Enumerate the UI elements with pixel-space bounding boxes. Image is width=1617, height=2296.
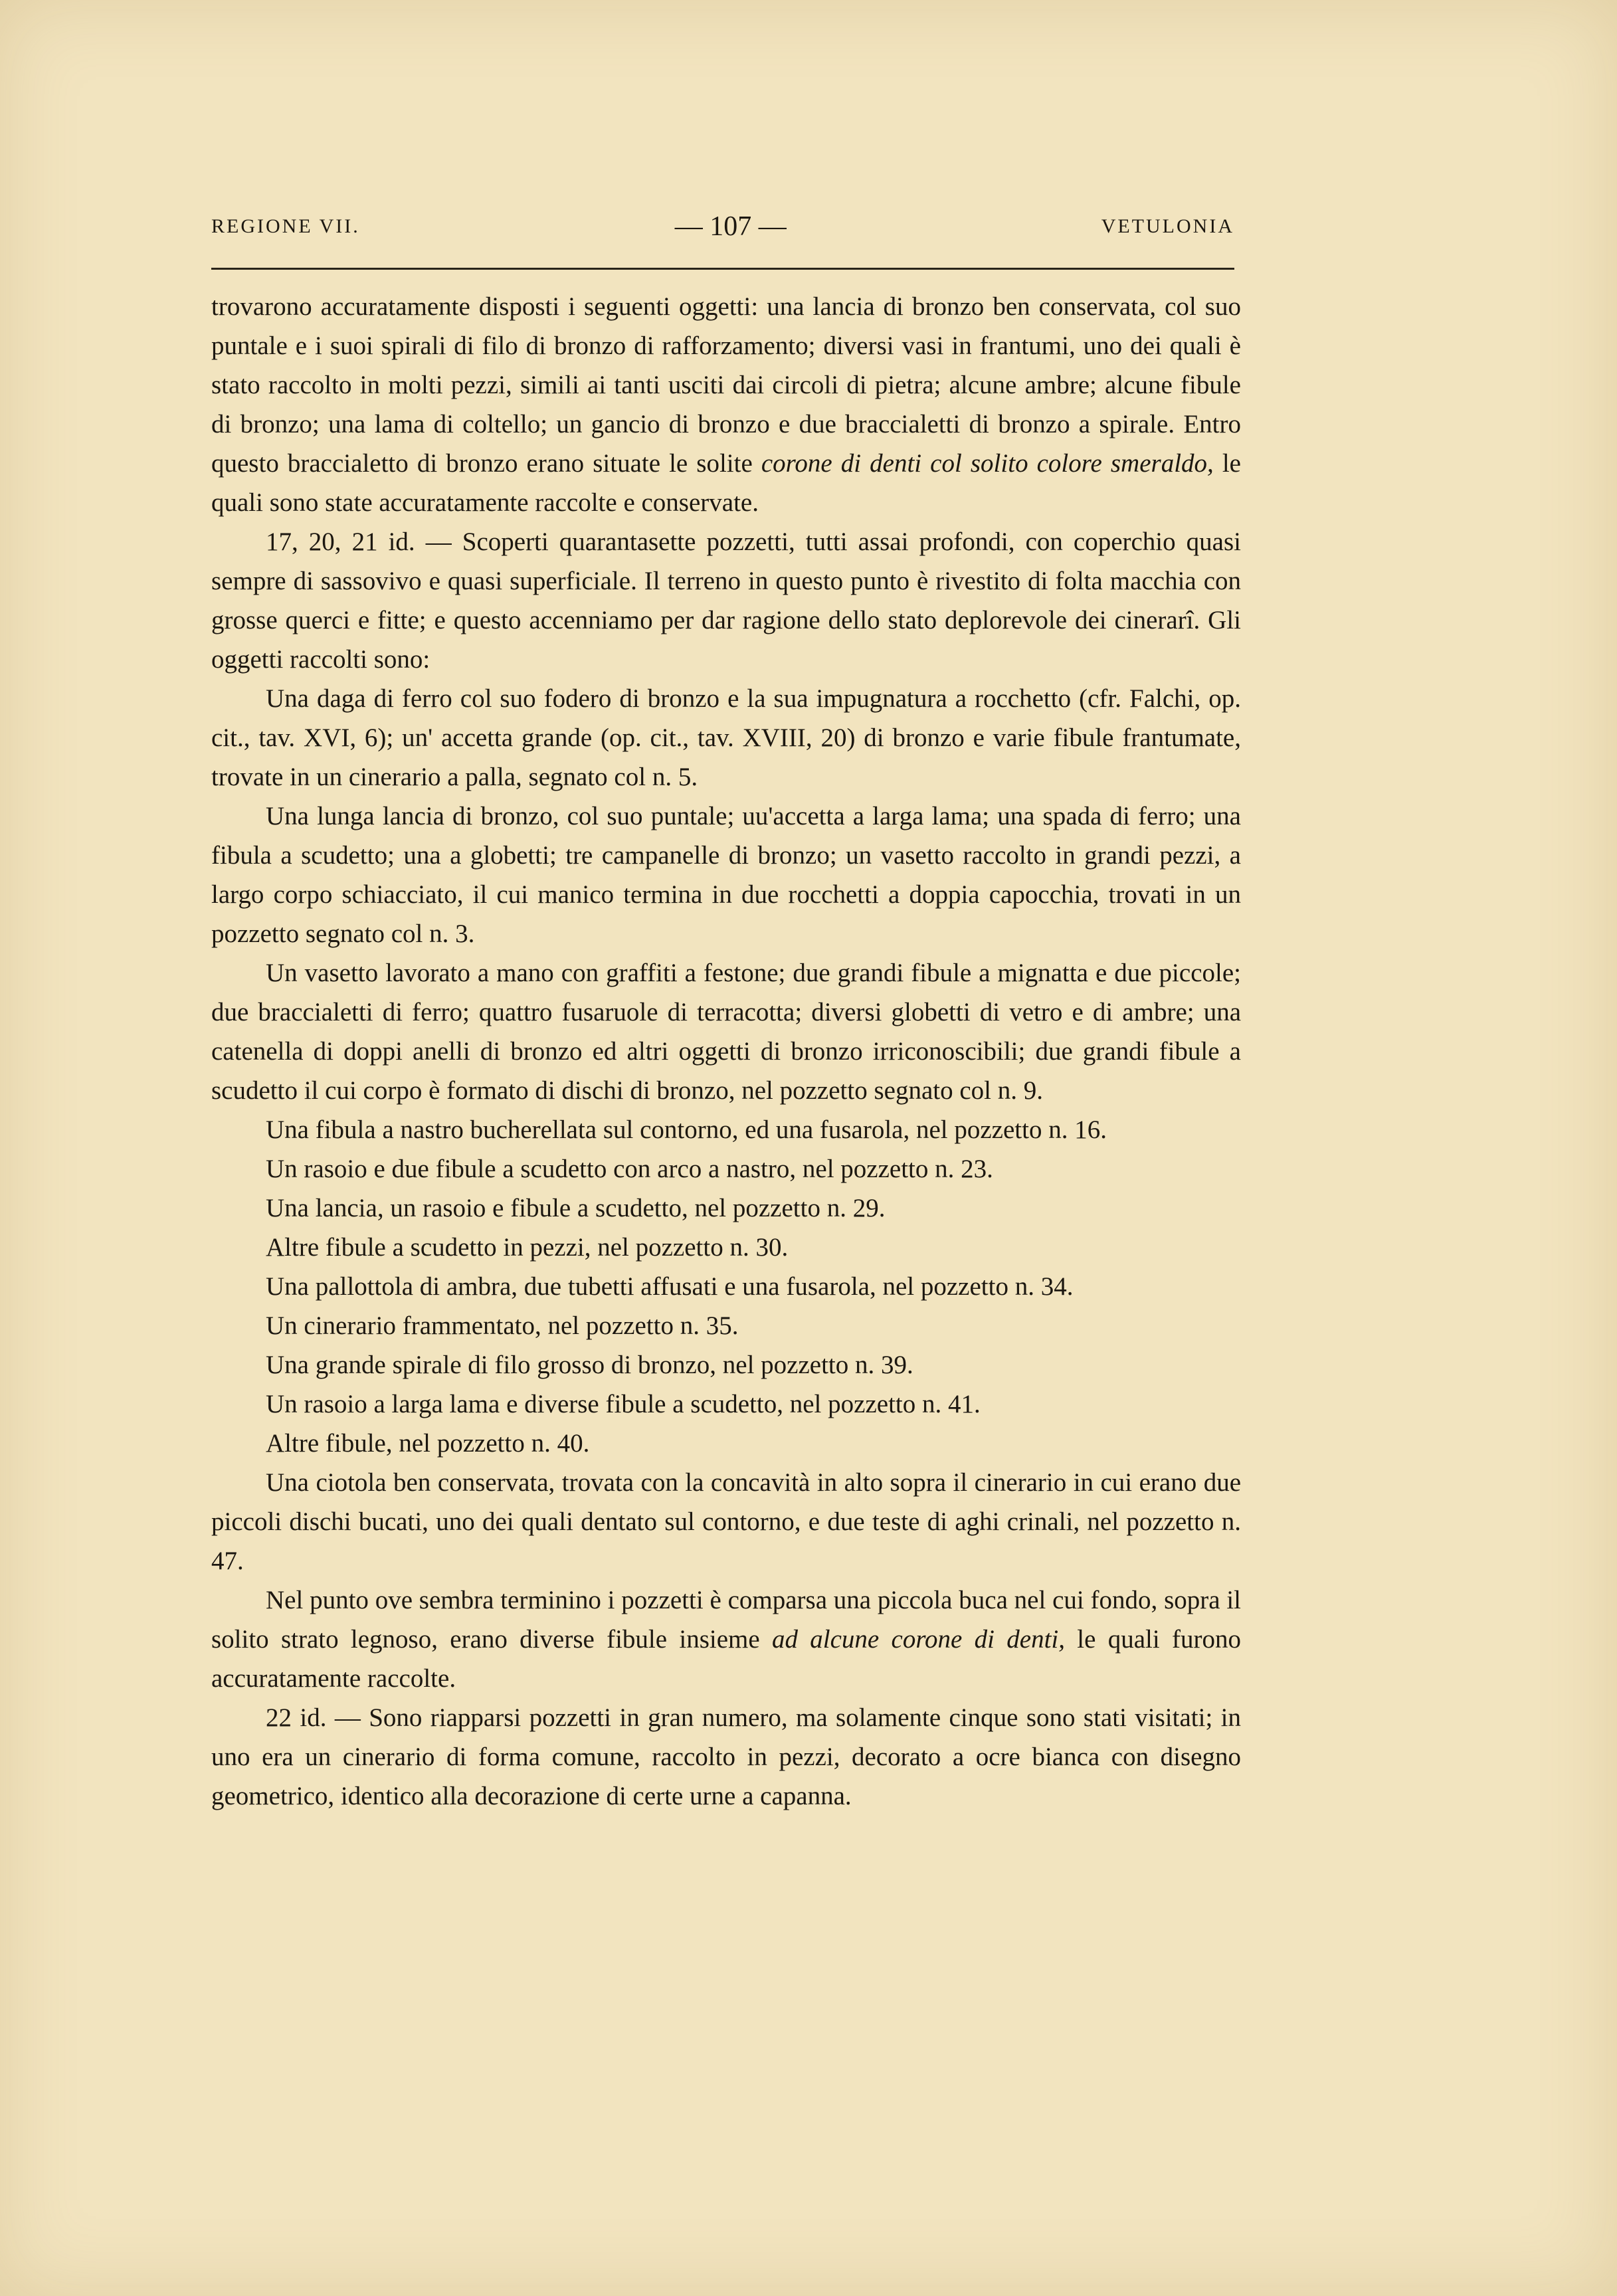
paragraph <box>211 287 1241 522</box>
text-run: Una daga di ferro col suo fodero di bronzo e la sua impugnatura a rocchetto (cfr. Falchi, op. cit., tav. XVI, 6); un' accetta grande (op. cit., tav. XVIII, 20) di bronzo e varie fibule frantumate, trovate in un cinerario a palla, segnato col n. 5. <box>211 684 1241 791</box>
header-site: VETULONIA <box>1101 215 1234 237</box>
text-run: Altre fibule, nel pozzetto n. 40. <box>266 1429 590 1458</box>
text-run: Una lancia, un rasoio e fibule a scudetto, nel pozzetto n. 29. <box>266 1194 886 1222</box>
paragraph <box>211 1463 1241 1580</box>
paragraph <box>211 1698 1241 1816</box>
paragraph <box>211 797 1241 953</box>
page-number: — 107 — <box>674 211 787 242</box>
text-run: le quali sono state accuratamente raccolte e conservate. <box>211 449 1241 517</box>
paragraph <box>211 1306 1241 1345</box>
paragraph <box>211 1580 1241 1698</box>
body-text <box>211 287 1241 1816</box>
paragraph <box>211 1424 1241 1463</box>
text-run: Una fibula a nastro bucherellata sul contorno, ed una fusarola, nel pozzetto n. 16. <box>266 1115 1107 1144</box>
paragraph <box>211 679 1241 797</box>
text-run: Altre fibule a scudetto in pezzi, nel pozzetto n. 30. <box>266 1233 789 1262</box>
paragraph <box>211 1345 1241 1385</box>
header-region: REGIONE VII. <box>211 215 360 237</box>
text-run: le quali furono accuratamente raccolte. <box>211 1625 1241 1693</box>
text-run: Un rasoio a larga lama e diverse fibule a scudetto, nel pozzetto n. 41. <box>266 1390 981 1418</box>
text-run: Nel punto ove sembra terminino i pozzetti è comparsa una piccola buca nel cui fondo, sopra il solito strato legnoso, erano diverse fibule insieme <box>211 1586 1241 1654</box>
italic-phrase: corone di denti col solito colore smeraldo, <box>761 449 1214 478</box>
header-rule <box>211 268 1234 270</box>
text-run: Una lunga lancia di bronzo, col suo puntale; uu'accetta a larga lama; una spada di ferro; una fibula a scudetto; una a globetti; tre campanelle di bronzo; un vasetto raccolto in grandi pezzi, a largo corpo schiacciato, il cui manico termina in due rocchetti a doppia capocchia, trovati in un pozzetto segnato col n. 3. <box>211 802 1241 948</box>
text-run: Un cinerario frammentato, nel pozzetto n. 35. <box>266 1311 739 1340</box>
paragraph <box>211 1110 1241 1149</box>
running-header <box>211 210 1234 243</box>
text-run: Una ciotola ben conservata, trovata con la concavità in alto sopra il cinerario in cui erano due piccoli dischi bucati, uno dei quali dentato sul contorno, e due teste di aghi crinali, nel pozzetto n. 47. <box>211 1468 1241 1575</box>
text-run: Un rasoio e due fibule a scudetto con arco a nastro, nel pozzetto n. 23. <box>266 1155 993 1183</box>
text-run: Una grande spirale di filo grosso di bronzo, nel pozzetto n. 39. <box>266 1351 913 1379</box>
paragraph <box>211 953 1241 1110</box>
italic-phrase: ad alcune corone di denti, <box>771 1625 1066 1654</box>
paragraph <box>211 1385 1241 1424</box>
paragraph <box>211 1267 1241 1306</box>
paragraph <box>211 1149 1241 1189</box>
text-run: Un vasetto lavorato a mano con graffiti a festone; due grandi fibule a mignatta e due piccole; due braccialetti di ferro; quattro fusaruole di terracotta; diversi globetti di vetro e di ambre; una catenella di doppi anelli di bronzo ed altri oggetti di bronzo irriconoscibili; due grandi fibule a scudetto il cui corpo è formato di dischi di bronzo, nel pozzetto segnato col n. 9. <box>211 959 1241 1105</box>
paragraph <box>211 522 1241 679</box>
text-run: trovarono accuratamente disposti i seguenti oggetti: una lancia di bronzo ben conservata, col suo puntale e i suoi spirali di filo di bronzo di rafforzamento; diversi vasi in frantumi, uno dei quali è stato raccolto in molti pezzi, simili ai tanti usciti dai circoli di pietra; alcune ambre; alcune fibule di bronzo; una lama di coltello; un gancio di bronzo e due braccialetti di bronzo a spirale. Entro questo braccialetto di bronzo erano situate le solite <box>211 292 1241 478</box>
text-run: 22 id. — Sono riapparsi pozzetti in gran numero, ma solamente cinque sono stati visitati; in uno era un cinerario di forma comune, raccolto in pezzi, decorato a ocre bianca con disegno geometrico, identico alla decorazione di certe urne a capanna. <box>211 1703 1241 1810</box>
paragraph <box>211 1228 1241 1267</box>
paragraph <box>211 1189 1241 1228</box>
text-run: Una pallottola di ambra, due tubetti affusati e una fusarola, nel pozzetto n. 34. <box>266 1272 1074 1301</box>
text-run: 17, 20, 21 id. — Scoperti quarantasette pozzetti, tutti assai profondi, con coperchio quasi sempre di sassovivo e quasi superficiale. Il terreno in questo punto è rivestito di folta macchia con grosse querci e fitte; e questo accenniamo per dar ragione dello stato deplorevole dei cinerarî. Gli oggetti raccolti sono: <box>211 527 1241 674</box>
